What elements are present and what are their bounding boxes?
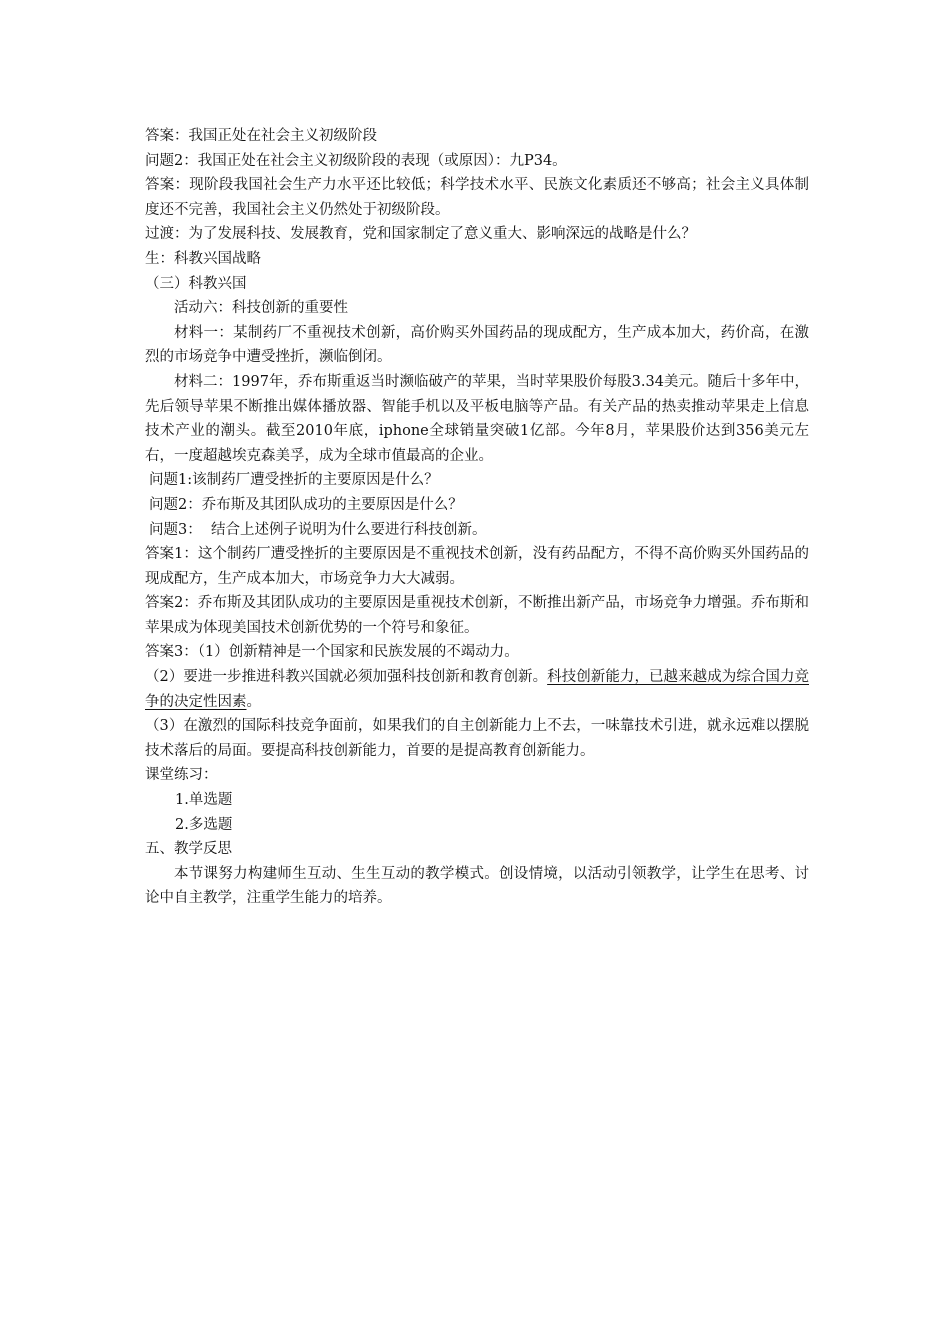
- question-2: 问题2：乔布斯及其团队成功的主要原因是什么？: [149, 496, 463, 513]
- activity-6-title: 活动六：科技创新的重要性: [174, 300, 348, 317]
- transition-question: 过渡：为了发展科技、发展教育，党和国家制定了意义重大、影响深远的战略是什么？: [145, 226, 696, 243]
- material-1: 材料一：某制药厂不重视技术创新，高价购买外国药品的现成配方，生产成本加大，药价高，在激烈的市场竞争中遭受挫折，濒临倒闭。: [145, 324, 809, 366]
- answer-primary-stage-reasons: 答案：现阶段我国社会生产力水平还比较低；科学技术水平、民族文化素质还不够高；社会主义具体制度还不完善，我国社会主义仍然处于初级阶段。: [145, 177, 809, 218]
- practice-item-single-choice: 1.单选题: [175, 792, 233, 809]
- question-3: 问题3： 结合上述例子说明为什么要进行科技创新。: [149, 521, 487, 538]
- answer-3-point-1: 答案3：（1）创新精神是一个国家和民族发展的不竭动力。: [145, 644, 519, 661]
- student-answer: 生：科教兴国战略: [145, 250, 261, 267]
- document-page: [145, 124, 809, 911]
- practice-item-multiple-choice: 2.多选题: [175, 816, 233, 833]
- answer-3-point-2: [145, 665, 809, 714]
- answer-2: 答案2：乔布斯及其团队成功的主要原因是重视技术创新，不断推出新产品，市场竞争力增强。乔布斯和苹果成为体现美国技术创新优势的一个符号和象征。: [145, 595, 809, 636]
- answer-3-point-3: （3）在激烈的国际科技竞争面前，如果我们的自主创新能力上不去，一味靠技术引进，就永远难以摆脱技术落后的局面。要提高科技创新能力，首要的是提高教育创新能力。: [145, 718, 809, 759]
- answer-primary-stage: 答案：我国正处在社会主义初级阶段: [145, 128, 377, 144]
- question-2-primary-stage: 问题2：我国正处在社会主义初级阶段的表现（或原因）：九P34。: [145, 152, 567, 169]
- class-practice-heading: 课堂练习：: [145, 767, 218, 784]
- answer-1: 答案1：这个制药厂遭受挫折的主要原因是不重视技术创新，没有药品配方，不得不高价购买外国药品的现成配方，生产成本加大，市场竞争力大大减弱。: [145, 546, 809, 587]
- section-heading-3: （三）科教兴国: [145, 275, 247, 292]
- point-2-underlined-text: 科技创新能力，已越来越成为综合国力竞争的决定性因素: [145, 669, 809, 710]
- point-2-text: （2）要进一步推进科教兴国就必须加强科技创新和教育创新。: [145, 669, 548, 686]
- teaching-reflection: 本节课努力构建师生互动、生生互动的教学模式。创设情境，以活动引领教学，让学生在思考、讨论中自主教学，注重学生能力的培养。: [145, 865, 809, 907]
- material-2: 材料二：1997年，乔布斯重返当时濒临破产的苹果，当时苹果股价每股3.34美元。随后十多年中，先后领导苹果不断推出媒体播放器、智能手机以及平板电脑等产品。有关产品的热卖推动苹果走上信息技术产业的潮头。截至2010年底，iphone全球销量突破1亿部。今年8月，苹果股价达到356美元左右，一度超越埃克森美孚，成为全球市值最高的企业。: [145, 373, 809, 464]
- question-1: 问题1:该制药厂遭受挫折的主要原因是什么？: [149, 472, 439, 489]
- section-heading-5: 五、教学反思: [145, 841, 232, 858]
- point-2-end: 。: [246, 693, 261, 710]
